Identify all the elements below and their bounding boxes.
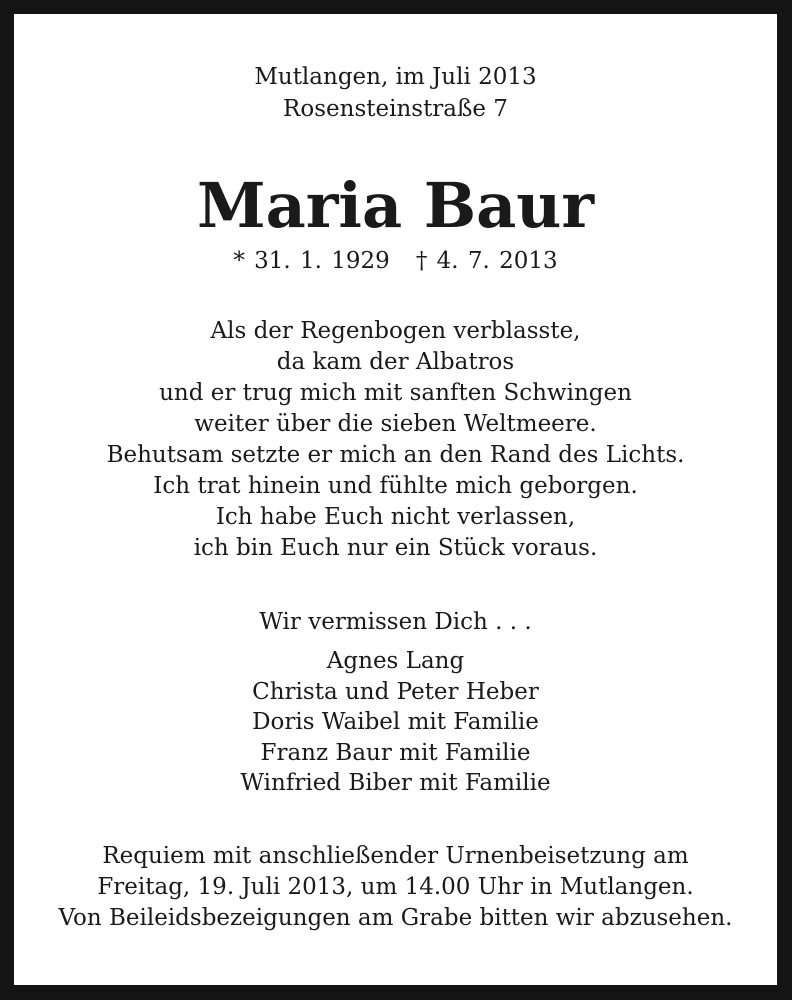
born-symbol: * [233, 248, 245, 274]
mourner: Christa und Peter Heber [252, 678, 539, 705]
poem-line: weiter über die sieben Weltmeere. [194, 411, 597, 437]
closing-line: Wir vermissen Dich . . . [259, 609, 532, 635]
poem-line: Ich habe Euch nicht verlassen, [215, 504, 576, 530]
place-date: Mutlangen, im Juli 2013 [254, 64, 537, 90]
cross-icon: † [415, 248, 428, 274]
header-block [14, 61, 777, 125]
life-dates [14, 244, 777, 278]
deceased-name: Maria Baur [196, 169, 595, 242]
poem-line: ich bin Euch nur ein Stück voraus. [193, 535, 598, 561]
poem-line: da kam der Albatros [276, 349, 515, 375]
notice-line: Freitag, 19. Juli 2013, um 14.00 Uhr in Mutlangen. [97, 874, 694, 900]
born-date: 31. 1. 1929 [254, 248, 390, 274]
mourner: Agnes Lang [326, 648, 465, 674]
poem-line: und er trug mich mit sanften Schwingen [159, 380, 632, 406]
funeral-notice [14, 841, 777, 934]
mourner: Winfried Biber mit Familie [240, 770, 551, 796]
poem-line: Ich trat hinein und fühlte mich geborgen. [153, 473, 638, 499]
poem [14, 316, 777, 564]
mourner: Franz Baur mit Familie [260, 739, 531, 766]
mourners-list [14, 646, 777, 799]
death-date: 4. 7. 2013 [436, 248, 558, 274]
notice-line: Von Beileidsbezeigungen am Grabe bitten wir abzusehen. [58, 905, 733, 931]
mourner: Doris Waibel mit Familie [252, 709, 539, 735]
poem-line: Als der Regenbogen verblasste, [210, 318, 581, 344]
poem-line: Behutsam setzte er mich an den Rand des Lichts. [106, 442, 685, 468]
notice-line: Requiem mit anschließender Urnenbeisetzung am [102, 843, 689, 869]
address: Rosensteinstraße 7 [283, 96, 508, 122]
